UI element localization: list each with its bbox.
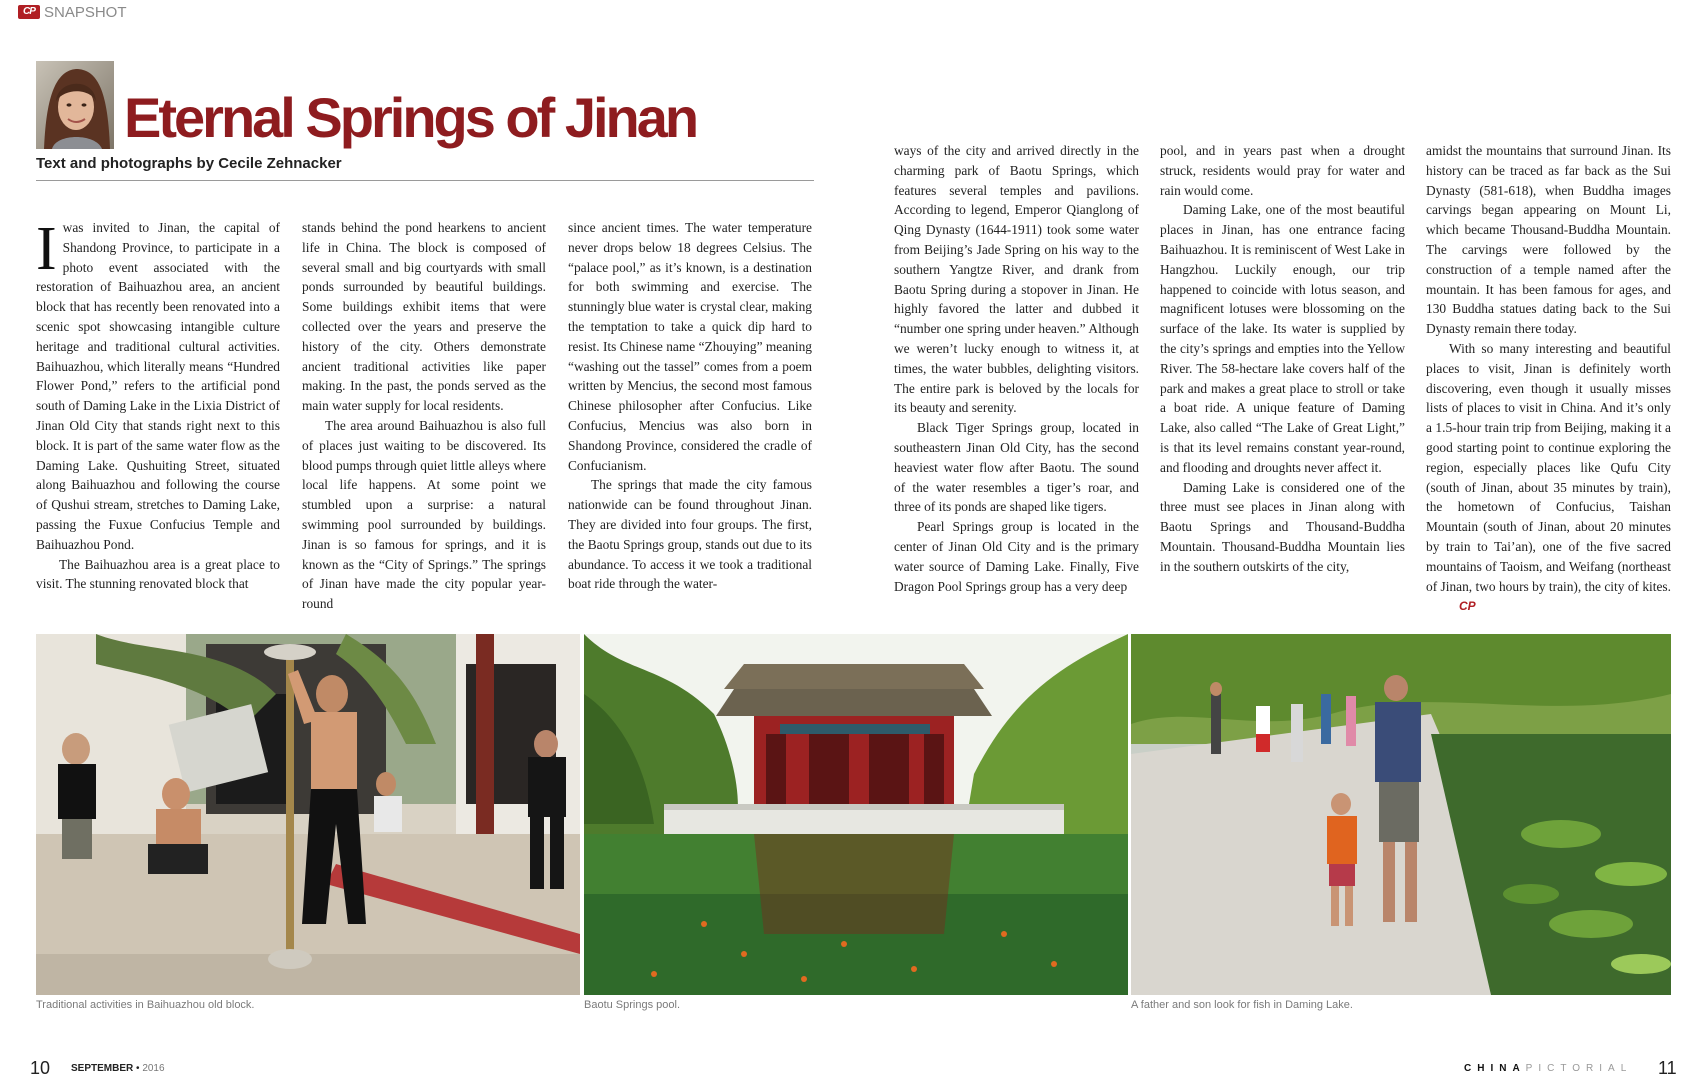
paragraph: Pearl Springs group is located in the center of Jinan Old City and is the primary water source of Daming Lake. Finally, Five Dragon Pool Springs group has a very deep — [894, 519, 1139, 594]
photo-baotu-springs-pool — [584, 634, 1128, 995]
photo-caption-1: Traditional activities in Baihuazhou old block. — [36, 999, 255, 1011]
paragraph: The Baihuazhou area is a great place to visit. The stunning renovated block that — [36, 556, 280, 592]
text-column-3 — [568, 218, 812, 600]
paragraph: since ancient times. The water temperature never drops below 18 degrees Celsius. The “palace pool,” as it’s known, is a destination for both swimming and exercise. The stunningly blue water is crystal clear, making the temptation to take a quick dip hard to resist. Its Chinese name “Zhouying” meaning “washing out the tassel” comes from a poem written by Mencius, the second most famous Chinese philosopher after Confucius. Like Confucius, Mencius was also born in Shandong Province, considered the cradle of Confucianism. — [568, 220, 812, 473]
author-portrait — [36, 61, 114, 149]
section-label: SNAPSHOT — [44, 3, 127, 21]
masthead — [1464, 1063, 1632, 1074]
text-column-6 — [1426, 141, 1671, 614]
byline: Text and photographs by Cecile Zehnacker — [36, 155, 342, 172]
paragraph: stands behind the pond hearkens to ancient life in China. The block is composed of several small and big courtyards with small ponds surrounded by beautiful buildings. Some buildings exhibit items that were collected over the years and preserve the history of the city. Others demonstrate ancient traditional activities like paper making. In the past, the ponds served as the main water supply for local residents. — [302, 220, 546, 414]
article-title: Eternal Springs of Jinan — [124, 86, 697, 149]
photo-caption-2: Baotu Springs pool. — [584, 999, 681, 1011]
issue-month: SEPTEMBER — [71, 1063, 134, 1074]
paragraph: Daming Lake is considered one of the three must see places in Jinan along with Baotu Springs and Thousand-Buddha Mountain. Thousand-Buddha Mountain lies in the southern outskirts of the city, — [1160, 479, 1405, 574]
paragraph: The area around Baihuazhou is also full of places just waiting to be discovered. Its blood pumps through quiet little alleys where local life happens. At some point we stumbled upon a surprise: a natural swimming pool surrounded by buildings. Jinan is so famous for springs, and it is known as the “City of Springs.” The springs of Jinan have made the city popular year-round — [302, 417, 546, 612]
paragraph: amidst the mountains that surround Jinan. Its history can be traced as far back as the Sui Dynasty (581-618), when Buddha images carvings began appearing on Mount Li, which became Thousand-Buddha Mountain. The carvings were followed by the construction of a temple named after the mountain. It has been famous for ages, and 130 Buddha statues dating back to the Sui Dynasty remain there today. — [1426, 143, 1671, 337]
paragraph — [1426, 339, 1671, 616]
paragraph: ways of the city and arrived directly in the charming park of Baotu Springs, which features several temples and pavilions. According to legend, Emperor Qianglong of Qing Dynasty (1644-1911) took some water from Beijing’s Jade Spring on his way to the southern Yangtze River, and drank from Baotu Spring during a stopover in Jinan. He highly favored the latter and dubbed it “number one spring under heaven.” Although we weren’t lucky enough to witness it, at times, the water bubbles, delighting visitors. The entire park is beloved by the locals for its beauty and serenity. — [894, 143, 1139, 416]
china-pictorial-logo-icon: CP — [18, 5, 40, 19]
issue-year: 2016 — [142, 1063, 165, 1074]
photo-daming-lake-father-son — [1131, 634, 1671, 995]
end-of-article-icon: CP — [1459, 599, 1476, 614]
section-tag — [18, 2, 127, 22]
drop-cap: I — [36, 215, 57, 283]
paragraph — [36, 215, 280, 555]
text-column-4 — [894, 141, 1139, 600]
paragraph: Black Tiger Springs group, located in southeastern Jinan Old City, has the second heaviest water flow after Baotu. The sound of the water resembles a tiger’s roar, and three of its ponds are shaped like tigers. — [894, 420, 1139, 515]
page-number-left: 10 — [30, 1058, 51, 1078]
page-number-right: 11 — [1658, 1058, 1677, 1078]
text-column-5 — [1160, 141, 1405, 600]
masthead-pictorial: PICTORIAL — [1525, 1063, 1633, 1074]
text-column-2 — [302, 218, 546, 612]
paragraph: Daming Lake, one of the most beautiful places in Jinan, has one entrance facing Baihuazhou. It is reminiscent of West Lake in Hangzhou. Luckily enough, our trip happened to coincide with lotus season, and magnificent lotuses were blossoming on the surface of the lake. Its water is supplied by the city’s springs and empties into the Yellow River. The 58-hectare lake covers half of the park and makes a great place to stroll or take a boat ride. A unique feature of Daming Lake, also called “The Lake of Great Light,” is that its level remains constant year-round, and flooding and droughts never affect it. — [1160, 202, 1405, 475]
paragraph-text: was invited to Jinan, the capital of Shandong Province, to participate in a photo event associated with the restoration of Baihuazhou area, an ancient block that has recently been renovated into a scenic spot showcasing intangible culture heritage and traditional cultural activities. Baihuazhou, which literally means “Hundred Flower Pond,” refers to the artificial pond south of Daming Lake in the Lixia District of Jinan Old City that stands right next to this block. It is part of the same water flow as the Daming Lake. Qushuiting Street, situated along Baihuazhou and following the course of Qushui stream, stretches to Daming Lake, passing the Fuxue Confucius Temple and Baihuazhou Pond. — [36, 220, 280, 552]
paragraph-text: With so many interesting and beautiful places to visit, Jinan is definitely worth discovering, even though it usually misses lists of places to visit in China. And it’s only a 1.5-hour train trip from Beijing, making it a good starting point to continue exploring the region, especially places like Qufu City (south of Jinan, about 35 minutes by train), the hometown of Confucius, Taishan Mountain (south of Jinan, about 20 minutes by train to Tai’an), one of the five sacred mountains of Taoism, and Weifang (northeast of Jinan, two hours by train), the city of kites. — [1426, 340, 1671, 594]
issue-separator: • — [136, 1063, 140, 1074]
issue-date — [71, 1063, 165, 1074]
masthead-china: CHINA — [1464, 1063, 1526, 1074]
paragraph: pool, and in years past when a drought struck, residents would pray for water and rain would come. — [1160, 143, 1405, 198]
title-divider — [36, 180, 814, 181]
text-column-1 — [36, 215, 280, 600]
paragraph: The springs that made the city famous nationwide can be found throughout Jinan. They are divided into four groups. The first, the Baotu Springs group, stands out due to its abundance. To access it we took a traditional boat ride through the water- — [568, 477, 812, 592]
photo-baihuazhou-activities — [36, 634, 580, 995]
photo-caption-3: A father and son look for fish in Daming Lake. — [1131, 999, 1353, 1011]
